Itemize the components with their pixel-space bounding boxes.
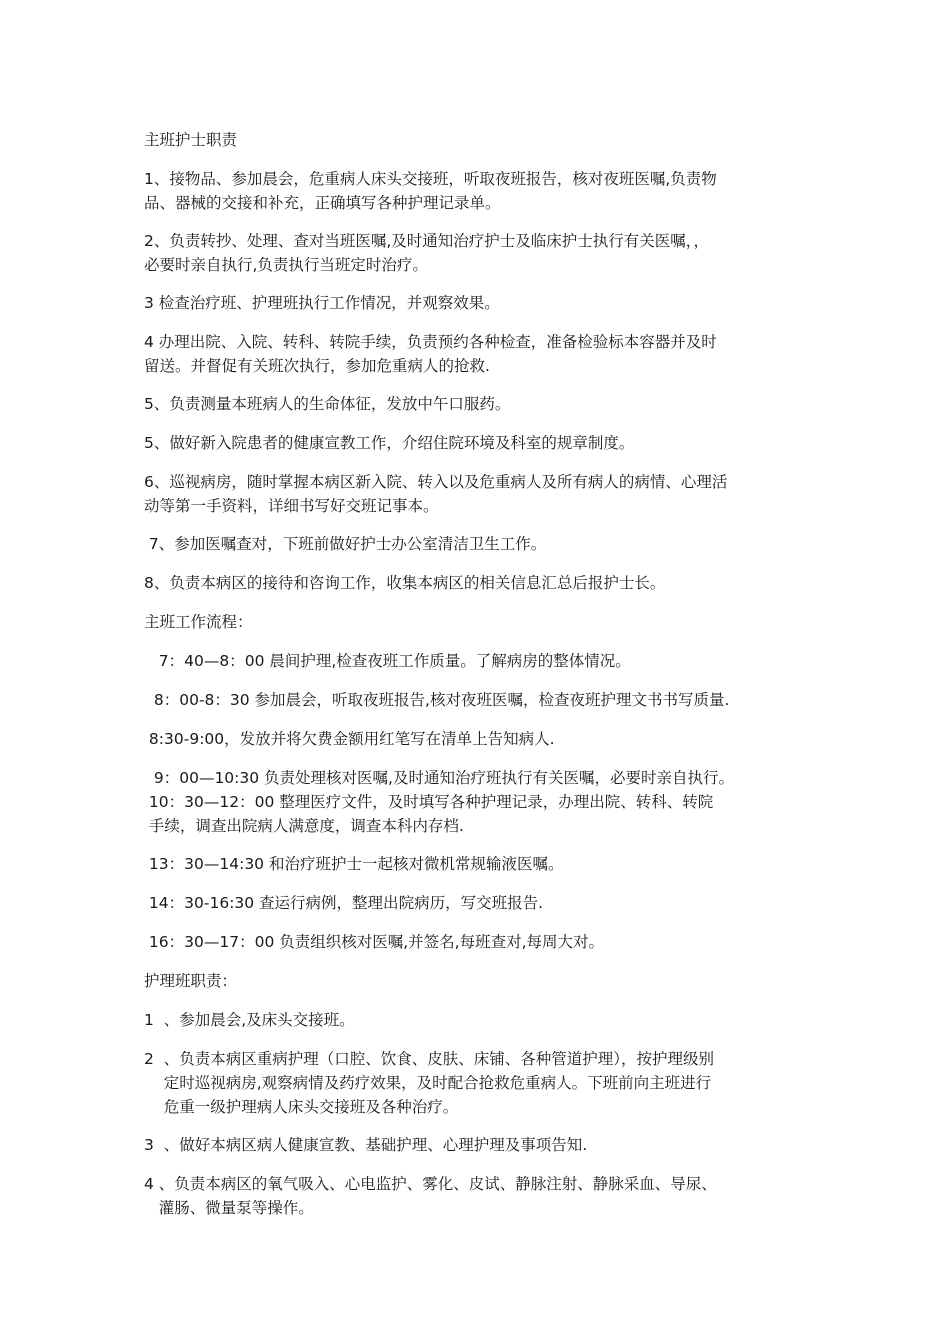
duty-item-5: 5、负责测量本班病人的生命体征，发放中午口服药。 (144, 395, 511, 413)
duty-item-6: 5、做好新入院患者的健康宣教工作，介绍住院环境及科室的规章制度。 (144, 434, 635, 452)
list-number: 1 (144, 1011, 164, 1029)
workflow-item-7: 16：30—17：00 负责组织核对医嘱,并签名,每班查对,每周大对。 (144, 933, 605, 951)
workflow-item-3: 8:30-9:00，发放并将欠费金额用红笔写在清单上告知病人. (144, 730, 555, 748)
nursing-heading: 护理班职责： (144, 972, 238, 990)
workflow-item-5: 13：30—14:30 和治疗班护士一起核对微机常规输液医嘱。 (144, 855, 564, 873)
duty-item-8: 7、参加医嘱查对，下班前做好护士办公室清洁卫生工作。 (144, 535, 547, 553)
nursing-item-1: 1 、参加晨会,及床头交接班。 (144, 1008, 814, 1032)
workflow-item-6: 14：30-16:30 查运行病例，整理出院病历，写交班报告. (144, 894, 543, 912)
workflow-item-4: 9：00—10:30 负责处理核对医嘱,及时通知治疗班执行有关医嘱，必要时亲自执行。 10：30—12：00 整理医疗文件，及时填写各种护理记录，办理出院、转科、转院 手续，调查出院病人满意度，调查本科内存档. (144, 769, 734, 835)
nursing-item-2: 2 、负责本病区重病护理（口腔、饮食、皮肤、床铺、各种管道护理），按护理级别 定时巡视病房,观察病情及药疗效果，及时配合抢救危重病人。下班前向主班进行 危重一级护理病人床头交接班及各种治疗。 (144, 1047, 814, 1119)
list-number: 3 (144, 1136, 164, 1154)
list-number: 4 (144, 1175, 159, 1193)
workflow-heading: 主班工作流程： (144, 613, 253, 631)
duty-item-2: 2、负责转抄、处理、查对当班医嘱,及时通知治疗护士及临床护士执行有关医嘱，， 必要时亲自执行,负责执行当班定时治疗。 (144, 232, 710, 274)
duty-item-3: 3 检查治疗班、护理班执行工作情况，并观察效果。 (144, 294, 500, 312)
duty-item-1: 1、接物品、参加晨会，危重病人床头交接班，听取夜班报告，核对夜班医嘱,负责物 品、器械的交接和补充，正确填写各种护理记录单。 (144, 170, 717, 212)
nursing-item-3: 3 、做好本病区病人健康宣教、基础护理、心理护理及事项告知. (144, 1133, 814, 1157)
duty-item-7: 6、巡视病房，随时掌握本病区新入院、转入以及危重病人及所有病人的病情、心理活 动等第一手资料，详细书写好交班记事本。 (144, 473, 728, 515)
duty-item-4: 4 办理出院、入院、转科、转院手续，负责预约各种检查，准备检验标本容器并及时 留送。并督促有关班次执行，参加危重病人的抢救. (144, 333, 717, 375)
duty-item-9: 8、负责本病区的接待和咨询工作，收集本病区的相关信息汇总后报护士长。 (144, 574, 666, 592)
page-title: 主班护士职责 (144, 131, 238, 149)
list-number: 2 (144, 1050, 164, 1068)
nursing-item-4: 4 、负责本病区的氧气吸入、心电监护、雾化、皮试、静脉注射、静脉采血、导尿、 灌肠、微量泵等操作。 (144, 1172, 814, 1220)
workflow-item-2: 8：00-8：30 参加晨会，听取夜班报告,核对夜班医嘱，检查夜班护理文书书写质量. (144, 691, 730, 709)
workflow-item-1: 7：40—8：00 晨间护理,检查夜班工作质量。了解病房的整体情况。 (144, 652, 631, 670)
